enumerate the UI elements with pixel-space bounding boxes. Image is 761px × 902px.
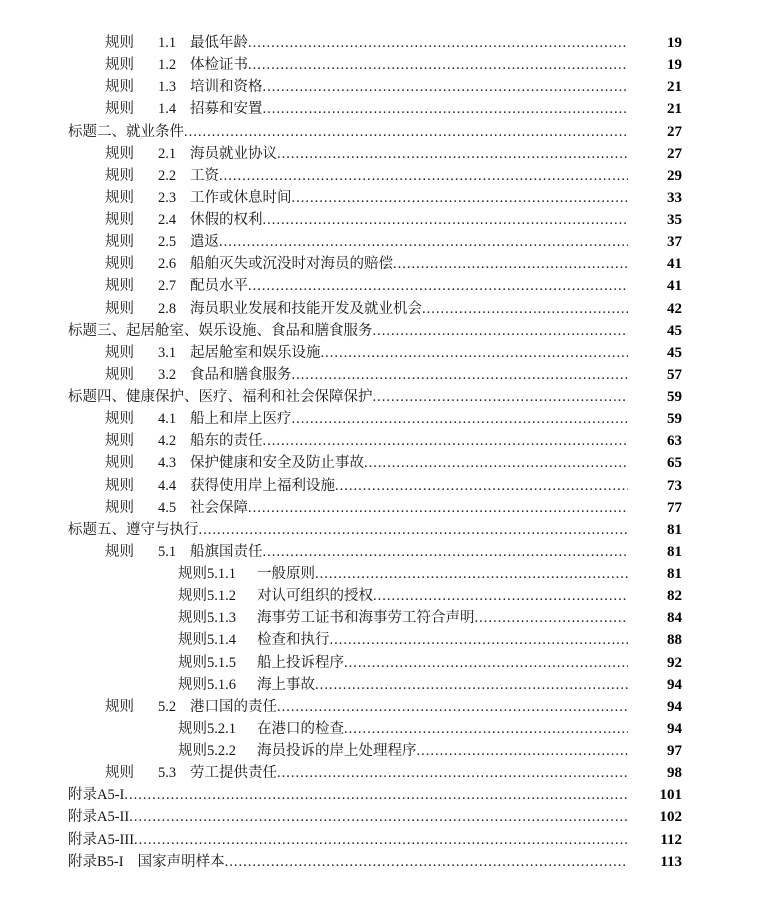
page-number: 77 xyxy=(667,499,682,516)
entry-title: 起居舱室和娱乐设施 xyxy=(190,344,321,361)
toc-entry xyxy=(68,851,682,873)
entry-title: 港口国的责任 xyxy=(190,698,277,715)
page-number: 42 xyxy=(667,300,682,317)
rule-label: 规则 xyxy=(105,477,134,494)
toc-entry xyxy=(68,209,682,231)
rule-label: 规则 xyxy=(105,366,134,383)
dotted-leader xyxy=(335,475,628,497)
toc-entry xyxy=(68,829,682,851)
toc-entry xyxy=(68,54,682,76)
toc-entry xyxy=(68,585,682,607)
dotted-leader xyxy=(134,829,628,851)
rule-number: 5.1 xyxy=(158,543,177,560)
rule-label: 规则 xyxy=(105,256,134,273)
rule-label: 规则 xyxy=(105,212,134,228)
page-number: 98 xyxy=(667,765,682,782)
entry-title: 起居舱室、娱乐设施、食品和膳食服务 xyxy=(126,322,373,339)
page-number: 57 xyxy=(667,366,682,383)
subrule-label: 规则5.1.4 xyxy=(178,632,236,649)
rule-label: 规则 xyxy=(105,167,134,184)
dotted-leader xyxy=(315,563,628,585)
page-number: 27 xyxy=(667,123,682,140)
dotted-leader xyxy=(124,784,628,806)
rule-number: 3.2 xyxy=(158,366,177,383)
rule-number: 1.1 xyxy=(158,35,177,51)
entry-title: 保护健康和安全及防止事故 xyxy=(190,455,364,472)
page-number: 82 xyxy=(667,588,682,605)
page-number: 41 xyxy=(667,256,682,273)
rule-number: 1.2 xyxy=(158,57,177,74)
page-number: 21 xyxy=(667,79,682,96)
page-number: 112 xyxy=(660,831,682,848)
entry-title: 获得使用岸上福利设施 xyxy=(190,477,335,494)
toc-entry xyxy=(68,187,682,209)
page-number: 45 xyxy=(667,322,682,339)
page-number: 33 xyxy=(667,189,682,206)
rule-label: 规则 xyxy=(105,455,134,472)
rule-number: 3.1 xyxy=(158,344,177,361)
rule-label: 规则 xyxy=(105,234,134,251)
toc-entry xyxy=(68,519,682,541)
toc-entry xyxy=(68,320,682,342)
rule-number: 2.1 xyxy=(158,145,177,162)
toc-entry xyxy=(68,806,682,828)
entry-title: 船旗国责任 xyxy=(190,543,263,560)
entry-title: 对认可组织的授权 xyxy=(257,588,373,605)
appendix-label: 附录B5-I xyxy=(68,853,124,870)
page-number: 113 xyxy=(660,853,682,870)
dotted-leader xyxy=(344,718,628,740)
entry-title: 体检证书 xyxy=(190,57,248,74)
dotted-leader xyxy=(263,76,629,98)
subrule-label: 规则5.1.1 xyxy=(178,566,236,582)
rule-number: 2.4 xyxy=(158,212,177,228)
rule-label: 规则 xyxy=(105,765,134,782)
dotted-leader xyxy=(184,121,628,143)
page-number: 27 xyxy=(667,145,682,162)
dotted-leader xyxy=(248,497,628,519)
rule-number: 1.3 xyxy=(158,79,177,96)
entry-title: 船上和岸上医疗 xyxy=(190,411,292,428)
toc-entry xyxy=(68,275,682,297)
page-number: 19 xyxy=(667,35,682,51)
toc-entry xyxy=(68,364,682,386)
page-number: 88 xyxy=(667,632,682,649)
rule-label: 规则 xyxy=(105,344,134,361)
toc-entry xyxy=(68,784,682,806)
toc-entry xyxy=(68,452,682,474)
dotted-leader xyxy=(373,386,629,408)
section-label: 标题五、 xyxy=(68,521,126,538)
rule-label: 规则 xyxy=(105,35,134,51)
page-number: 29 xyxy=(667,167,682,184)
dotted-leader xyxy=(277,762,628,784)
rule-number: 4.3 xyxy=(158,455,177,472)
page-number: 63 xyxy=(667,433,682,450)
entry-title: 健康保护、医疗、福利和社会保障保护 xyxy=(126,389,373,405)
rule-number: 2.5 xyxy=(158,234,177,251)
page-number: 97 xyxy=(667,743,682,759)
rule-label: 规则 xyxy=(105,79,134,96)
dotted-leader xyxy=(292,364,629,386)
dotted-leader xyxy=(263,209,629,231)
rule-number: 4.1 xyxy=(158,411,177,428)
entry-title: 最低年龄 xyxy=(190,35,248,51)
page-number: 37 xyxy=(667,234,682,251)
entry-title: 海员职业发展和技能开发及就业机会 xyxy=(190,300,422,317)
toc-entry xyxy=(68,165,682,187)
rule-label: 规则 xyxy=(105,145,134,162)
entry-title: 劳工提供责任 xyxy=(190,765,277,782)
page-number: 73 xyxy=(667,477,682,494)
subrule-label: 规则5.1.2 xyxy=(178,588,236,605)
dotted-leader xyxy=(292,187,629,209)
dotted-leader xyxy=(422,298,628,320)
toc-entry xyxy=(68,253,682,275)
entry-title: 船舶灭失或沉没时对海员的赔偿 xyxy=(190,256,393,273)
dotted-leader xyxy=(364,452,628,474)
toc-entry xyxy=(68,143,682,165)
dotted-leader xyxy=(277,696,628,718)
page-number: 92 xyxy=(667,654,682,671)
rule-number: 2.8 xyxy=(158,300,177,317)
dotted-leader xyxy=(321,342,629,364)
page-number: 41 xyxy=(667,278,682,295)
dotted-leader xyxy=(344,652,628,674)
toc-entry xyxy=(68,430,682,452)
toc-entry xyxy=(68,342,682,364)
toc-entry xyxy=(68,541,682,563)
entry-title: 工资 xyxy=(190,167,219,184)
toc-entry xyxy=(68,32,682,54)
toc-entry xyxy=(68,408,682,430)
dotted-leader xyxy=(248,32,628,54)
entry-title: 船上投诉程序 xyxy=(257,654,344,671)
appendix-label: 附录A5-I xyxy=(68,787,125,804)
toc-entry xyxy=(68,98,682,120)
page-number: 21 xyxy=(667,101,682,118)
rule-label: 规则 xyxy=(105,698,134,715)
page-number: 81 xyxy=(667,566,682,582)
page-number: 102 xyxy=(659,809,682,826)
dotted-leader xyxy=(219,231,628,253)
rule-number: 4.4 xyxy=(158,477,177,494)
entry-title: 检查和执行 xyxy=(257,632,330,649)
page-number: 94 xyxy=(667,676,682,693)
rule-label: 规则 xyxy=(105,278,134,295)
page-number: 19 xyxy=(667,57,682,74)
rule-number: 4.2 xyxy=(158,433,177,450)
dotted-leader xyxy=(263,98,629,120)
page-number: 94 xyxy=(667,698,682,715)
toc-entry xyxy=(68,298,682,320)
dotted-leader xyxy=(263,430,629,452)
toc-entry xyxy=(68,696,682,718)
entry-title: 招募和安置 xyxy=(190,101,263,118)
page-number: 94 xyxy=(667,720,682,737)
page-number: 45 xyxy=(667,344,682,361)
dotted-leader xyxy=(248,54,628,76)
subrule-label: 规则5.1.5 xyxy=(178,654,236,671)
toc-entry xyxy=(68,76,682,98)
dotted-leader xyxy=(263,541,629,563)
toc-entry xyxy=(68,629,682,651)
section-label: 标题二、 xyxy=(68,123,126,140)
page-number: 84 xyxy=(667,610,682,627)
toc-entry xyxy=(68,563,682,585)
toc-entry xyxy=(68,475,682,497)
entry-title: 工作或休息时间 xyxy=(190,189,292,206)
dotted-leader xyxy=(330,629,629,651)
rule-number: 2.2 xyxy=(158,167,177,184)
entry-title: 培训和资格 xyxy=(190,79,263,96)
subrule-label: 规则5.2.1 xyxy=(178,720,236,737)
rule-label: 规则 xyxy=(105,189,134,206)
dotted-leader xyxy=(417,740,629,762)
rule-number: 2.7 xyxy=(158,278,177,295)
toc-entry xyxy=(68,652,682,674)
rule-label: 规则 xyxy=(105,300,134,317)
entry-title: 休假的权利 xyxy=(190,212,263,228)
rule-number: 2.6 xyxy=(158,256,177,273)
toc-list xyxy=(68,32,682,873)
rule-number: 4.5 xyxy=(158,499,177,516)
subrule-label: 规则5.1.6 xyxy=(178,676,236,693)
entry-title: 海事劳工证书和海事劳工符合声明 xyxy=(257,610,475,627)
page-number: 65 xyxy=(667,455,682,472)
section-label: 标题三、 xyxy=(68,322,126,339)
entry-title: 一般原则 xyxy=(257,566,315,582)
entry-title: 遵守与执行 xyxy=(126,521,199,538)
toc-entry xyxy=(68,231,682,253)
dotted-leader xyxy=(219,165,628,187)
page-number: 101 xyxy=(659,787,682,804)
rule-number: 2.3 xyxy=(158,189,177,206)
dotted-leader xyxy=(277,143,628,165)
rule-number: 1.4 xyxy=(158,101,177,118)
toc-entry xyxy=(68,607,682,629)
entry-title: 社会保障 xyxy=(190,499,248,516)
entry-title: 食品和膳食服务 xyxy=(190,366,292,383)
rule-label: 规则 xyxy=(105,411,134,428)
dotted-leader xyxy=(199,519,629,541)
rule-number: 5.3 xyxy=(158,765,177,782)
entry-title: 船东的责任 xyxy=(190,433,263,450)
dotted-leader xyxy=(393,253,628,275)
dotted-leader xyxy=(373,585,628,607)
entry-title: 海上事故 xyxy=(257,676,315,693)
page-number: 81 xyxy=(667,543,682,560)
dotted-leader xyxy=(248,275,628,297)
toc-entry xyxy=(68,762,682,784)
dotted-leader xyxy=(373,320,629,342)
rule-label: 规则 xyxy=(105,57,134,74)
toc-entry xyxy=(68,386,682,408)
entry-title: 国家声明样本 xyxy=(137,853,225,870)
toc-entry xyxy=(68,121,682,143)
subrule-label: 规则5.1.3 xyxy=(178,610,236,627)
dotted-leader xyxy=(129,806,628,828)
page-number: 35 xyxy=(667,212,682,228)
entry-title: 海员就业协议 xyxy=(190,145,277,162)
entry-title: 遣返 xyxy=(190,234,219,251)
toc-entry xyxy=(68,718,682,740)
rule-label: 规则 xyxy=(105,433,134,450)
subrule-label: 规则5.2.2 xyxy=(178,743,236,759)
toc-entry xyxy=(68,740,682,762)
entry-title: 配员水平 xyxy=(190,278,248,295)
entry-title: 在港口的检查 xyxy=(257,720,344,737)
appendix-label: 附录A5-II xyxy=(68,809,130,826)
appendix-label: 附录A5-III xyxy=(68,831,135,848)
dotted-leader xyxy=(292,408,629,430)
rule-number: 5.2 xyxy=(158,698,177,715)
toc-entry xyxy=(68,497,682,519)
page-number: 81 xyxy=(667,521,682,538)
section-label: 标题四、 xyxy=(68,389,126,405)
toc-entry xyxy=(68,674,682,696)
rule-label: 规则 xyxy=(105,499,134,516)
dotted-leader xyxy=(475,607,629,629)
page-number: 59 xyxy=(667,389,682,405)
entry-title: 海员投诉的岸上处理程序 xyxy=(257,743,417,759)
entry-title: 就业条件 xyxy=(126,123,184,140)
dotted-leader xyxy=(225,851,628,873)
page-number: 59 xyxy=(667,411,682,428)
rule-label: 规则 xyxy=(105,543,134,560)
dotted-leader xyxy=(315,674,628,696)
rule-label: 规则 xyxy=(105,101,134,118)
